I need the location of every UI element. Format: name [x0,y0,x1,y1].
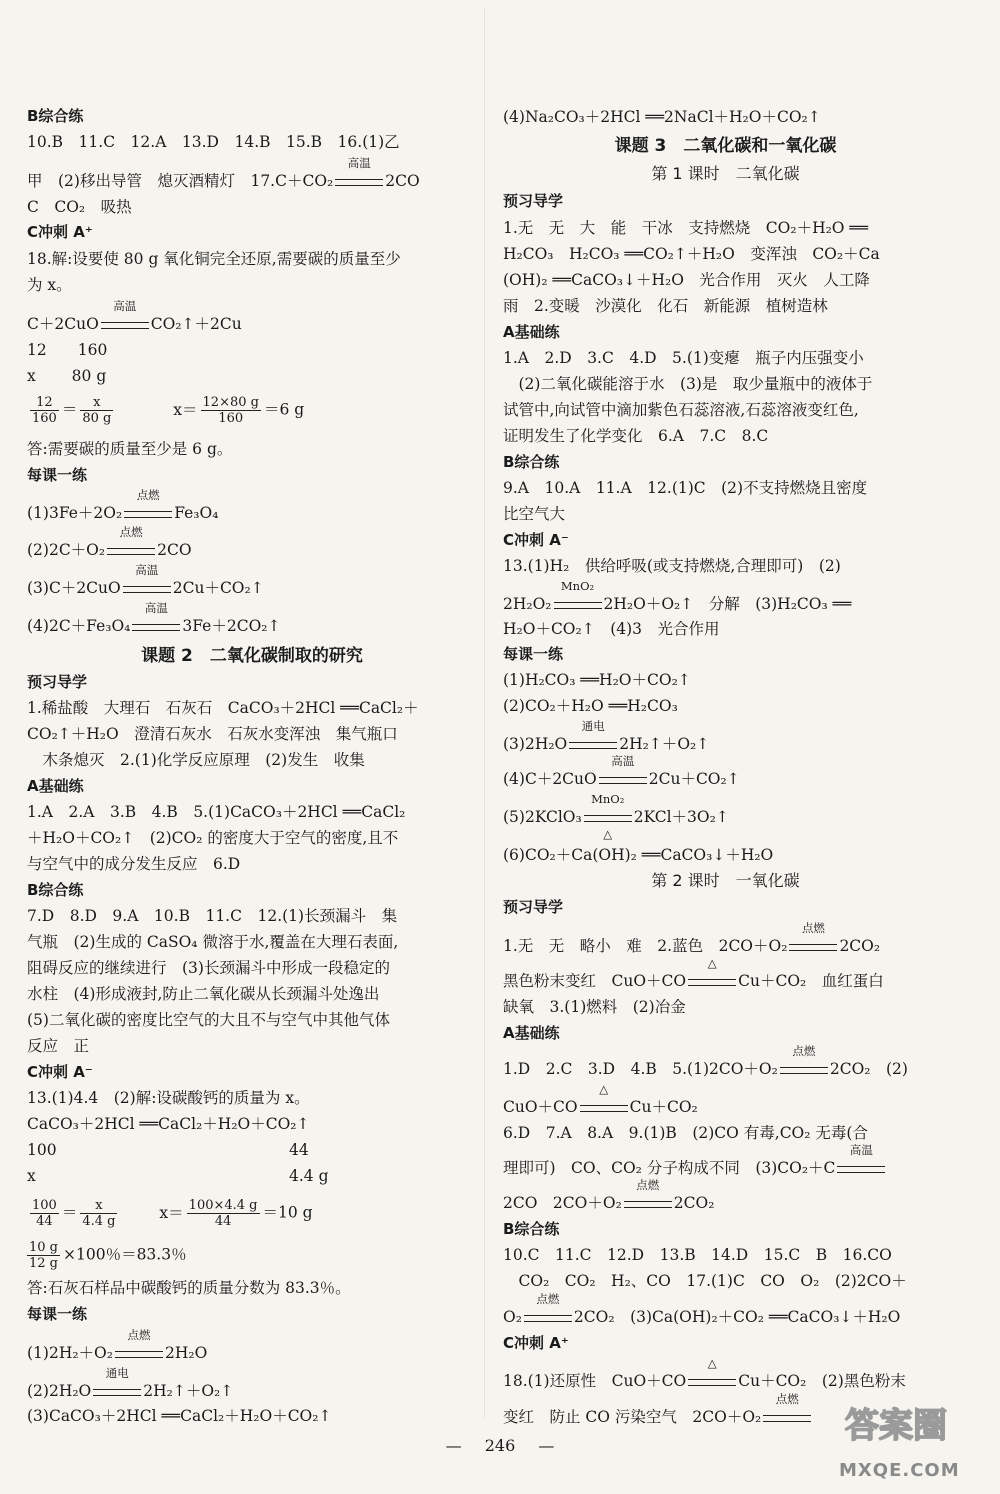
section-heading: C冲刺 A⁻ [503,531,569,549]
reaction-condition: 点燃 [524,1306,572,1328]
answer-line: 为 x。 [27,276,72,294]
lesson-subtitle: 第 2 课时 一氧化碳 [651,871,800,890]
equation-line: (1)H₂CO₃ ══H₂O＋CO₂↑ [503,671,691,689]
section-heading: B综合练 [27,881,84,899]
ratio-line: 12 160 [27,341,108,359]
reaction-condition: MnO₂ △ [584,806,632,828]
answer-line: 1.D 2.C 3.D 4.B 5.(1)2CO＋O₂ 点燃 2CO₂ (2) [503,1044,908,1078]
reaction-condition: 点燃 [789,935,837,957]
equation-line: (3)CaCO₃＋2HCl ══CaCl₂＋H₂O＋CO₂↑ [27,1407,332,1425]
answer-line: 试管中,向试管中滴加紫色石蕊溶液,石蕊溶液变红色, [503,401,859,419]
section-heading: B综合练 [27,107,84,125]
equation-line: (4)2C＋Fe₃O₄ 高温 3Fe＋2CO₂↑ [27,601,281,635]
reaction-condition: △ [688,1370,736,1392]
fraction: $\frac{x}{4.4 g}$ [82,1198,116,1229]
section-heading: C冲刺 A⁺ [27,223,93,241]
section-heading: 预习导学 [27,673,88,691]
fraction: $\frac{100\times 4.4 g}{44}$ [188,1198,258,1229]
reaction-condition: 点燃 [763,1406,811,1428]
answer-line: 13.(1)4.4 (2)解:设碳酸钙的质量为 x。 [27,1089,310,1107]
answer-line: 1.A 2.D 3.C 4.D 5.(1)变瘪 瓶子内压强变小 [503,349,864,367]
answer-line: 1.无 无 略小 难 2.蓝色 2CO＋O₂ 点燃 2CO₂ [503,921,881,955]
equation-line: 2H₂O₂ MnO₂ 2H₂O＋O₂↑ 分解 (3)H₂CO₃ ══ [503,579,852,613]
equation-line: CaCO₃＋2HCl ══CaCl₂＋H₂O＋CO₂↑ [27,1115,310,1133]
answer-line: 黑色粉末变红 CuO＋CO △ Cu＋CO₂ 血红蛋白 [503,956,884,990]
reaction-condition: 高温 [837,1157,885,1179]
answer-line: 6.D 7.A 8.A 9.(1)B (2)CO 有毒,CO₂ 无毒(合 [503,1124,868,1142]
equation-line: (2)2C＋O₂ 点燃 2CO [27,525,192,559]
fraction: $\frac{12}{160}$ [32,395,57,426]
answer-line: 气瓶 (2)生成的 CaSO₄ 微溶于水,覆盖在大理石表面, [27,933,399,951]
answer-line: 18.(1)还原性 CuO＋CO △ Cu＋CO₂ (2)黑色粉末 [503,1356,906,1390]
equation-line: (2)2H₂O 通电 2H₂↑＋O₂↑ [27,1366,234,1400]
fraction: $\frac{x}{80 g}$ [82,395,112,426]
equation-line: CuO＋CO △ Cu＋CO₂ [503,1082,698,1116]
equation-line: (5)2KClO₃ MnO₂ △ 2KCl＋3O₂↑ [503,792,729,841]
answer-line: 7.D 8.D 9.A 10.B 11.C 12.(1)长颈漏斗 集 [27,907,398,925]
fraction: $\frac{100}{44}$ [32,1198,57,1229]
answer-line: (2)二氧化碳能溶于水 (3)是 取少量瓶中的液体于 [503,375,873,393]
answer-line: H₂O＋CO₂↑ (4)3 光合作用 [503,620,720,638]
fraction: $\frac{10 g}{12 g}$ [29,1240,58,1271]
section-heading: 每课一练 [503,645,564,663]
answer-line: 10.B 11.C 12.A 13.D 14.B 15.B 16.(1)乙 [27,133,400,151]
answer-line: 木条熄灭 2.(1)化学反应原理 (2)发生 收集 [27,751,365,769]
reaction-condition: 点燃 [107,539,155,561]
answer-line: 比空气大 [503,505,566,523]
watermark-logo [835,1395,985,1485]
reaction-condition: 点燃 [124,502,172,524]
answer-line: 18.解:设要使 80 g 氧化铜完全还原,需要碳的质量至少 [27,250,401,268]
answer-line: 9.A 10.A 11.A 12.(1)C (2)不支持燃烧且密度 [503,479,868,497]
equation-line: (1)3Fe＋2O₂ 点燃 Fe₃O₄ [27,488,219,522]
answer-line: 1.A 2.A 3.B 4.B 5.(1)CaCO₃＋2HCl ══CaCl₂ [27,803,406,821]
answer-line: 13.(1)H₂ 供给呼吸(或支持燃烧,合理即可) (2) [503,557,841,575]
answer-line: 与空气中的成分发生反应 6.D [27,855,241,873]
lesson-subtitle: 第 1 课时 二氧化碳 [651,164,800,183]
lesson-title: 课题 2 二氧化碳制取的研究 [141,646,363,666]
section-heading: A基础练 [27,777,84,795]
lesson-title: 课题 3 二氧化碳和一氧化碳 [614,136,837,156]
section-heading: B综合练 [503,453,560,471]
reaction-condition: 通电 [93,1380,141,1402]
section-heading: A基础练 [503,1024,560,1042]
reaction-condition: 通电 [569,733,617,755]
section-heading: A基础练 [503,323,560,341]
watermark-text: MXQE.COM [839,1460,960,1481]
answer-line: 答:需要碳的质量至少是 6 g。 [27,440,233,458]
equation-line: (4)Na₂CO₃＋2HCl ══2NaCl＋H₂O＋CO₂↑ [503,108,821,126]
section-heading: 每课一练 [27,466,88,484]
answer-line: 理即可) CO、CO₂ 分子构成不同 (3)CO₂＋C 高温 [503,1157,887,1179]
equation-line: (6)CO₂＋Ca(OH)₂ ══CaCO₃↓＋H₂O [503,846,774,864]
equation-line: (4)C＋2CuO 高温 2Cu＋CO₂↑ [503,754,740,788]
answer-line: 10.C 11.C 12.D 13.B 14.D 15.C B 16.CO [503,1246,892,1264]
reaction-condition: MnO₂ [554,593,602,615]
equation-line: (1)2H₂＋O₂ 点燃 2H₂O [27,1328,208,1362]
column-divider [484,8,485,1418]
fraction: $\frac{12\times 80 g}{160}$ [202,395,259,426]
answer-line: C CO₂ 吸热 [27,198,132,216]
answer-line: CO₂↑＋H₂O 澄清石灰水 石灰水变浑浊 集气瓶口 [27,725,398,743]
ratio-line: x 4.4 g [27,1167,329,1185]
answer-line: 水柱 (4)形成液封,防止二氧化碳从长颈漏斗处逸出 [27,985,380,1003]
answer-line: (5)二氧化碳的密度比空气的大且不与空气中其他气体 [27,1011,390,1029]
answer-line: 答:石灰石样品中碳酸钙的质量分数为 83.3％。 [27,1279,351,1297]
answer-line: 缺氧 3.(1)燃料 (2)冶金 [503,998,686,1016]
answer-line: 2CO 2CO＋O₂ 点燃 2CO₂ [503,1178,715,1212]
reaction-condition: 点燃 [115,1342,163,1364]
answer-line: 证明发生了化学变化 6.A 7.C 8.C [503,427,769,445]
answer-line: CO₂ CO₂ H₂、CO 17.(1)C CO O₂ (2)2CO＋ [503,1272,907,1290]
reaction-condition: △ [688,970,736,992]
answer-line: 甲 (2)移出导管 熄灭酒精灯 17.C＋CO₂ 高温 2CO [27,156,420,190]
answer-line: 变红 防止 CO 污染空气 2CO＋O₂ 点燃 [503,1406,813,1428]
proportion-line: $\frac{12}{160}$ ＝ $\frac{x}{80 g}$ x＝ $\frac{12\times 80 g}{160}$ ＝6 g [32,395,305,426]
reaction-condition: △ [580,1096,628,1118]
answer-line: H₂CO₃ H₂CO₃ ══CO₂↑＋H₂O 变浑浊 CO₂＋Ca [503,245,880,263]
ratio-line: x 80 g [27,367,107,385]
section-heading: B综合练 [503,1220,560,1238]
reaction-condition: 高温 [132,615,180,637]
watermark-logo-icon [835,1395,985,1455]
reaction-condition: 高温 [335,170,383,192]
section-heading: 每课一练 [27,1305,88,1323]
proportion-line: $\frac{100}{44}$ ＝ $\frac{x}{4.4 g}$ x＝ $\frac{100\times 4.4 g}{44}$ ＝10 g [32,1198,313,1229]
section-heading: C冲刺 A⁺ [503,1334,569,1352]
answer-line: O₂ 点燃 2CO₂ (3)Ca(OH)₂＋CO₂ ══CaCO₃↓＋H₂O [503,1292,901,1326]
equation-line: (3)C＋2CuO 高温 2Cu＋CO₂↑ [27,563,264,597]
svg-text:答案圈: 答案圈 [845,1406,947,1446]
reaction-condition: 点燃 [780,1058,828,1080]
answer-line: (OH)₂ ══CaCO₃↓＋H₂O 光合作用 灭火 人工降 [503,271,870,289]
reaction-condition: 点燃 [624,1192,672,1214]
section-heading: C冲刺 A⁻ [27,1063,93,1081]
answer-line: 1.无 无 大 能 干冰 支持燃烧 CO₂＋H₂O ══ [503,219,869,237]
answer-line: 雨 2.变暖 沙漠化 化石 新能源 植树造林 [503,297,828,315]
equation-line: (3)2H₂O 通电 2H₂↑＋O₂↑ [503,719,710,753]
section-heading: 预习导学 [503,192,564,210]
proportion-line: $\frac{10 g}{12 g}$ ×100％＝83.3％ [29,1240,187,1271]
answer-line: ＋H₂O＋CO₂↑ (2)CO₂ 的密度大于空气的密度,且不 [27,829,399,847]
ratio-line: 100 44 [27,1141,309,1159]
reaction-condition: 高温 [123,577,171,599]
reaction-condition: 高温 [101,313,149,335]
equation-line: (2)CO₂＋H₂O ══H₂CO₃ [503,697,678,715]
answer-line: 1.稀盐酸 大理石 石灰石 CaCO₃＋2HCl ══CaCl₂＋ [27,699,419,717]
equation-line: C＋2CuO 高温 CO₂↑＋2Cu [27,299,242,333]
page-number: — 246 — [445,1436,555,1455]
reaction-condition: 高温 [599,768,647,790]
section-heading: 预习导学 [503,898,564,916]
answer-line: 反应 正 [27,1037,90,1055]
answer-line: 阻碍反应的继续进行 (3)长颈漏斗中形成一段稳定的 [27,959,390,977]
